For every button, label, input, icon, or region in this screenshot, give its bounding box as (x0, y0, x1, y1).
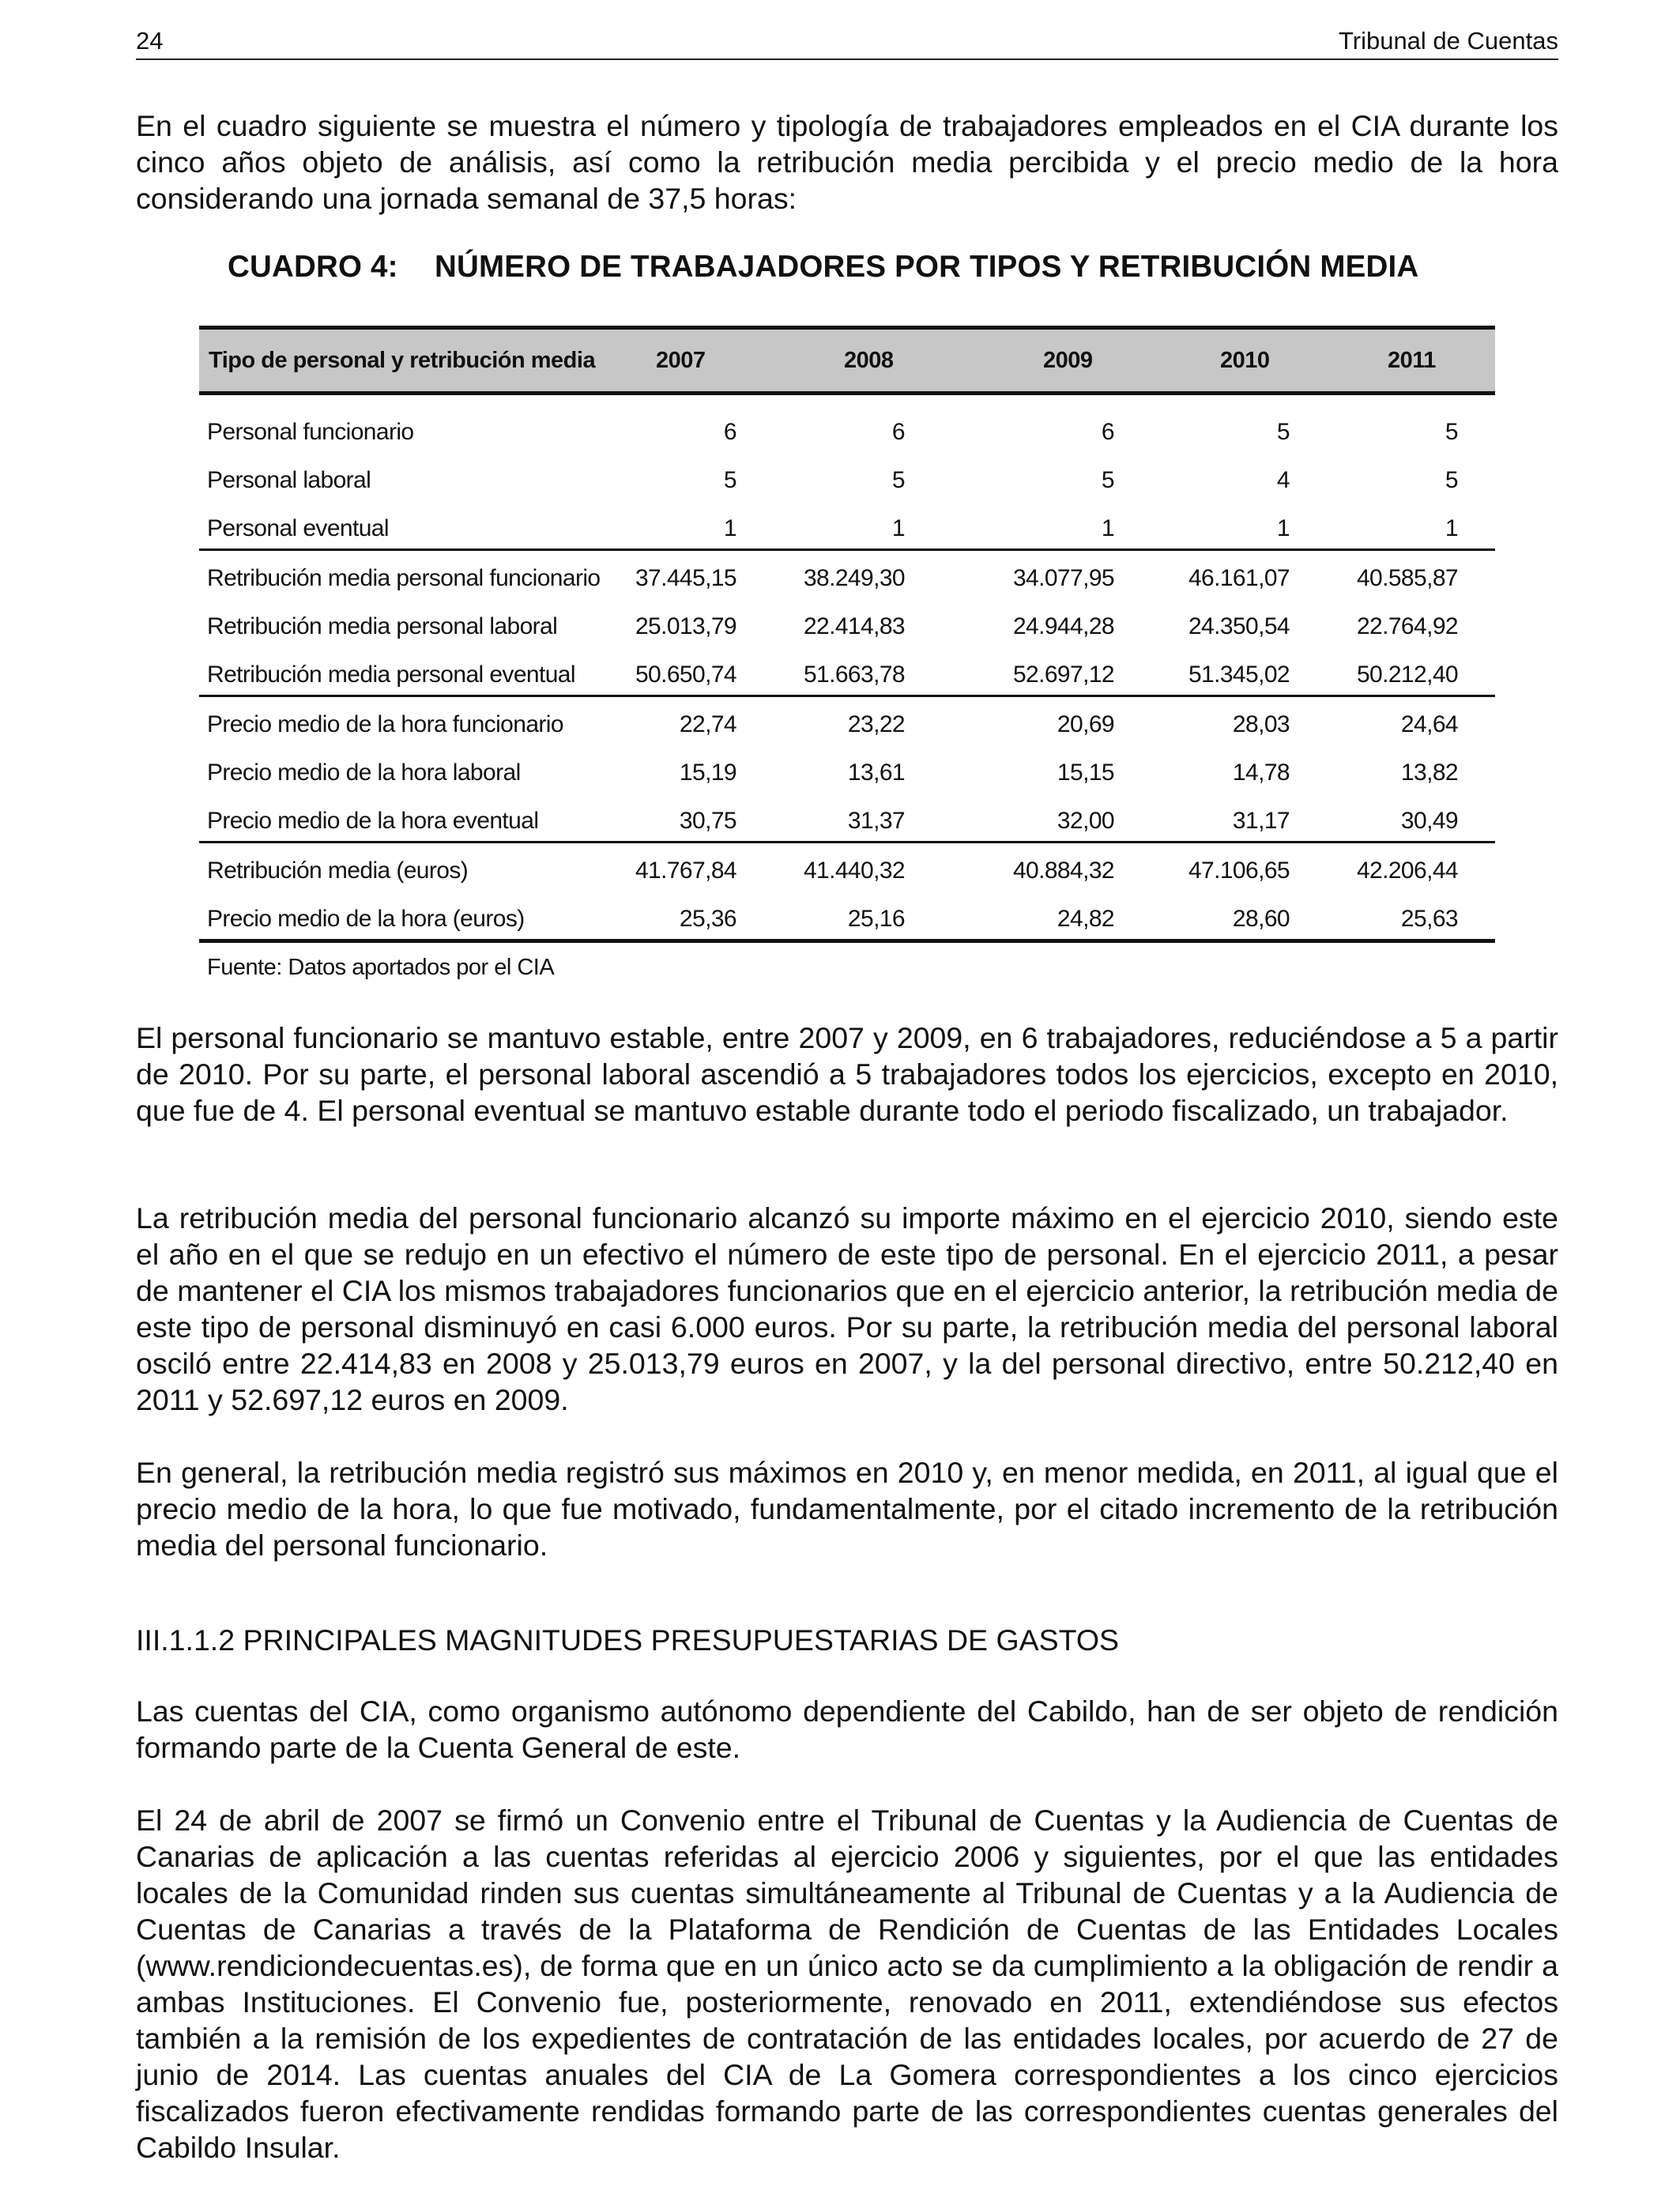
table-row (199, 797, 1495, 845)
table-source: Fuente: Datos aportados por el CIA (207, 955, 555, 980)
table-caption-label: CUADRO 4: (228, 250, 398, 284)
body-paragraph: La retribución media del personal funcionario alcanzó su importe máximo en el ejercicio 2010, siendo este el año en el que se redujo en un efectivo el número de este tipo de personal. En el ejercicio 2011, a pesar de mantener el CIA los mismos trabajadores funcionarios que en el ejercicio anterior, la retribución media de este tipo de personal disminuyó en casi 6.000 euros. Por su parte, la retribución media del personal laboral osciló entre 22.414,83 en 2008 y 25.013,79 euros en 2007, y la del personal directivo, entre 50.212,40 en 2011 y 52.697,12 euros en 2009. (136, 1201, 1558, 1416)
table-row-label: Precio medio de la hora laboral (207, 760, 521, 786)
table-cell: 20,69 (1057, 711, 1114, 737)
table-cell: 34.077,95 (1012, 565, 1114, 591)
body-paragraph: Las cuentas del CIA, como organismo autónomo dependiente del Cabildo, han de ser objeto de rendición formando parte de la Cuenta General de este. (136, 1695, 1558, 1764)
table-cell: 6 (723, 419, 736, 445)
table-cell: 6 (1101, 419, 1114, 445)
header-organization: Tribunal de Cuentas (1338, 27, 1558, 55)
table-cell: 24,64 (1400, 711, 1458, 737)
table-cell: 1 (723, 515, 736, 541)
body-paragraph: El 24 de abril de 2007 se firmó un Convenio entre el Tribunal de Cuentas y la Audiencia de Cuentas de Canarias de aplicación a las cuentas referidas al ejercicio 2006 y siguientes, por el que las entidades locales de la Comunidad rinden sus cuentas simultáneamente al Tribunal de Cuentas y a la Audiencia de Cuentas de Canarias a través de la Plataforma de Rendición de Cuentas de las Entidades Locales (www.rendiciondecuentas.es), de forma que en un único acto se da cumplimiento a la obligación de rendir a ambas Instituciones. El Convenio fue, posteriormente, renovado en 2011, extendiéndose sus efectos también a la remisión de los expedientes de contratación de las entidades locales, por acuerdo de 27 de junio de 2014. Las cuentas anuales del CIA de La Gomera correspondientes a los cinco ejercicios fiscalizados fueron efectivamente rendidas formando parte de las correspondientes cuentas generales del Cabildo Insular. (136, 1804, 1558, 2164)
table-cell: 23,22 (847, 711, 905, 737)
table-cell: 5 (723, 467, 736, 493)
table-cell: 30,49 (1400, 808, 1458, 834)
table-cell: 13,61 (847, 760, 905, 786)
table-caption-title: NÚMERO DE TRABAJADORES POR TIPOS Y RETRIBUCIÓN MEDIA (435, 250, 1419, 284)
table-cell: 1 (891, 515, 905, 541)
body-paragraph: En general, la retribución media registró sus máximos en 2010 y, en menor medida, en 2011, al igual que el precio medio de la hora, lo que fue motivado, fundamentalmente, por el citado incremento de la retribución media del personal funcionario. (136, 1456, 1558, 1562)
table-rule (199, 939, 1495, 943)
table-cell: 1 (1101, 515, 1114, 541)
table-cell: 41.767,84 (635, 858, 736, 884)
table-cell: 4 (1276, 467, 1290, 493)
table-header (199, 326, 1495, 395)
table-header-year: 2011 (1388, 348, 1436, 373)
table-row-label: Retribución media personal funcionario (207, 565, 601, 591)
table-header-first: Tipo de personal y retribución media (209, 348, 596, 373)
table-cell: 1 (1445, 515, 1458, 541)
body-paragraph: El personal funcionario se mantuvo estable, entre 2007 y 2009, en 6 trabajadores, reduciéndose a 5 a partir de 2010. Por su parte, el personal laboral ascendió a 5 trabajadores todos los ejercicios, excepto en 2010, que fue de 4. El personal eventual se mantuvo estable durante todo el periodo fiscalizado, un trabajador. (136, 1021, 1558, 1127)
table-header-year: 2010 (1220, 348, 1270, 373)
table-cell: 25,16 (847, 906, 905, 932)
table-cell: 22,74 (679, 711, 736, 737)
table-row-label: Retribución media personal laboral (207, 613, 558, 639)
table-cell: 15,15 (1057, 760, 1114, 786)
table-cell: 5 (1276, 419, 1290, 445)
table-row (199, 895, 1495, 943)
table-cell: 6 (891, 419, 905, 445)
table-cell: 40.884,32 (1012, 858, 1114, 884)
table-cell: 13,82 (1400, 760, 1458, 786)
table-cell: 51.345,02 (1188, 662, 1290, 688)
table-row-label: Personal funcionario (207, 419, 414, 445)
table-row (199, 650, 1495, 699)
table-cell: 42.206,44 (1356, 858, 1458, 884)
table-cell: 52.697,12 (1012, 662, 1114, 688)
intro-paragraph: En el cuadro siguiente se muestra el número y tipología de trabajadores empleados en el CIA durante los cinco años objeto de análisis, así como la retribución media percibida y el precio medio de la hora considerando una jornada semanal de 37,5 horas: (136, 109, 1558, 215)
table-header-year: 2009 (1043, 348, 1093, 373)
table-cell: 51.663,78 (803, 662, 905, 688)
table-cell: 50.650,74 (635, 662, 736, 688)
table-cell: 30,75 (679, 808, 736, 834)
table-cell: 25,63 (1400, 906, 1458, 932)
table-cell: 15,19 (679, 760, 736, 786)
table-cell: 50.212,40 (1356, 662, 1458, 688)
table-cell: 32,00 (1057, 808, 1114, 834)
table-cell: 25,36 (679, 906, 736, 932)
table-row (199, 846, 1495, 895)
table-cell: 25.013,79 (635, 613, 736, 639)
table-cell: 46.161,07 (1188, 565, 1290, 591)
table-row (199, 700, 1495, 748)
table-row (199, 456, 1495, 504)
table-row-label: Precio medio de la hora eventual (207, 808, 539, 834)
table-cell: 5 (891, 467, 905, 493)
table-header-year: 2008 (844, 348, 894, 373)
page-number: 24 (136, 27, 164, 55)
section-heading: III.1.1.2 PRINCIPALES MAGNITUDES PRESUPUESTARIAS DE GASTOS (136, 1623, 1120, 1657)
table-cell: 5 (1445, 467, 1458, 493)
table-cell: 47.106,65 (1188, 858, 1290, 884)
table-row-label: Personal laboral (207, 467, 371, 493)
table-row (199, 554, 1495, 602)
table-row (199, 602, 1495, 650)
table-row (199, 408, 1495, 456)
table-row-label: Retribución media personal eventual (207, 662, 575, 688)
table-cell: 41.440,32 (803, 858, 905, 884)
table-cell: 5 (1445, 419, 1458, 445)
table-row-label: Precio medio de la hora (euros) (207, 906, 525, 932)
table-cell: 31,37 (847, 808, 905, 834)
table-row-label: Precio medio de la hora funcionario (207, 711, 563, 737)
table-caption (228, 250, 1418, 285)
table-cell: 24.350,54 (1188, 613, 1290, 639)
table-cell: 40.585,87 (1356, 565, 1458, 591)
table-header-year: 2007 (656, 348, 706, 373)
table-cell: 37.445,15 (635, 565, 736, 591)
table-cell: 28,60 (1232, 906, 1290, 932)
table-cell: 31,17 (1232, 808, 1290, 834)
table-cell: 22.414,83 (803, 613, 905, 639)
table-row (199, 504, 1495, 552)
table-cell: 38.249,30 (803, 565, 905, 591)
table-cell: 1 (1276, 515, 1290, 541)
page-header (136, 24, 1558, 60)
table-rule (199, 695, 1495, 697)
table-row (199, 748, 1495, 797)
table-rule (199, 841, 1495, 843)
table-cell: 14,78 (1232, 760, 1290, 786)
table-row-label: Retribución media (euros) (207, 858, 469, 884)
table-cell: 28,03 (1232, 711, 1290, 737)
table-rule (199, 548, 1495, 551)
table-cell: 22.764,92 (1356, 613, 1458, 639)
table-row-label: Personal eventual (207, 515, 389, 541)
table-cell: 24.944,28 (1012, 613, 1114, 639)
table-cell: 5 (1101, 467, 1114, 493)
table-cell: 24,82 (1057, 906, 1114, 932)
